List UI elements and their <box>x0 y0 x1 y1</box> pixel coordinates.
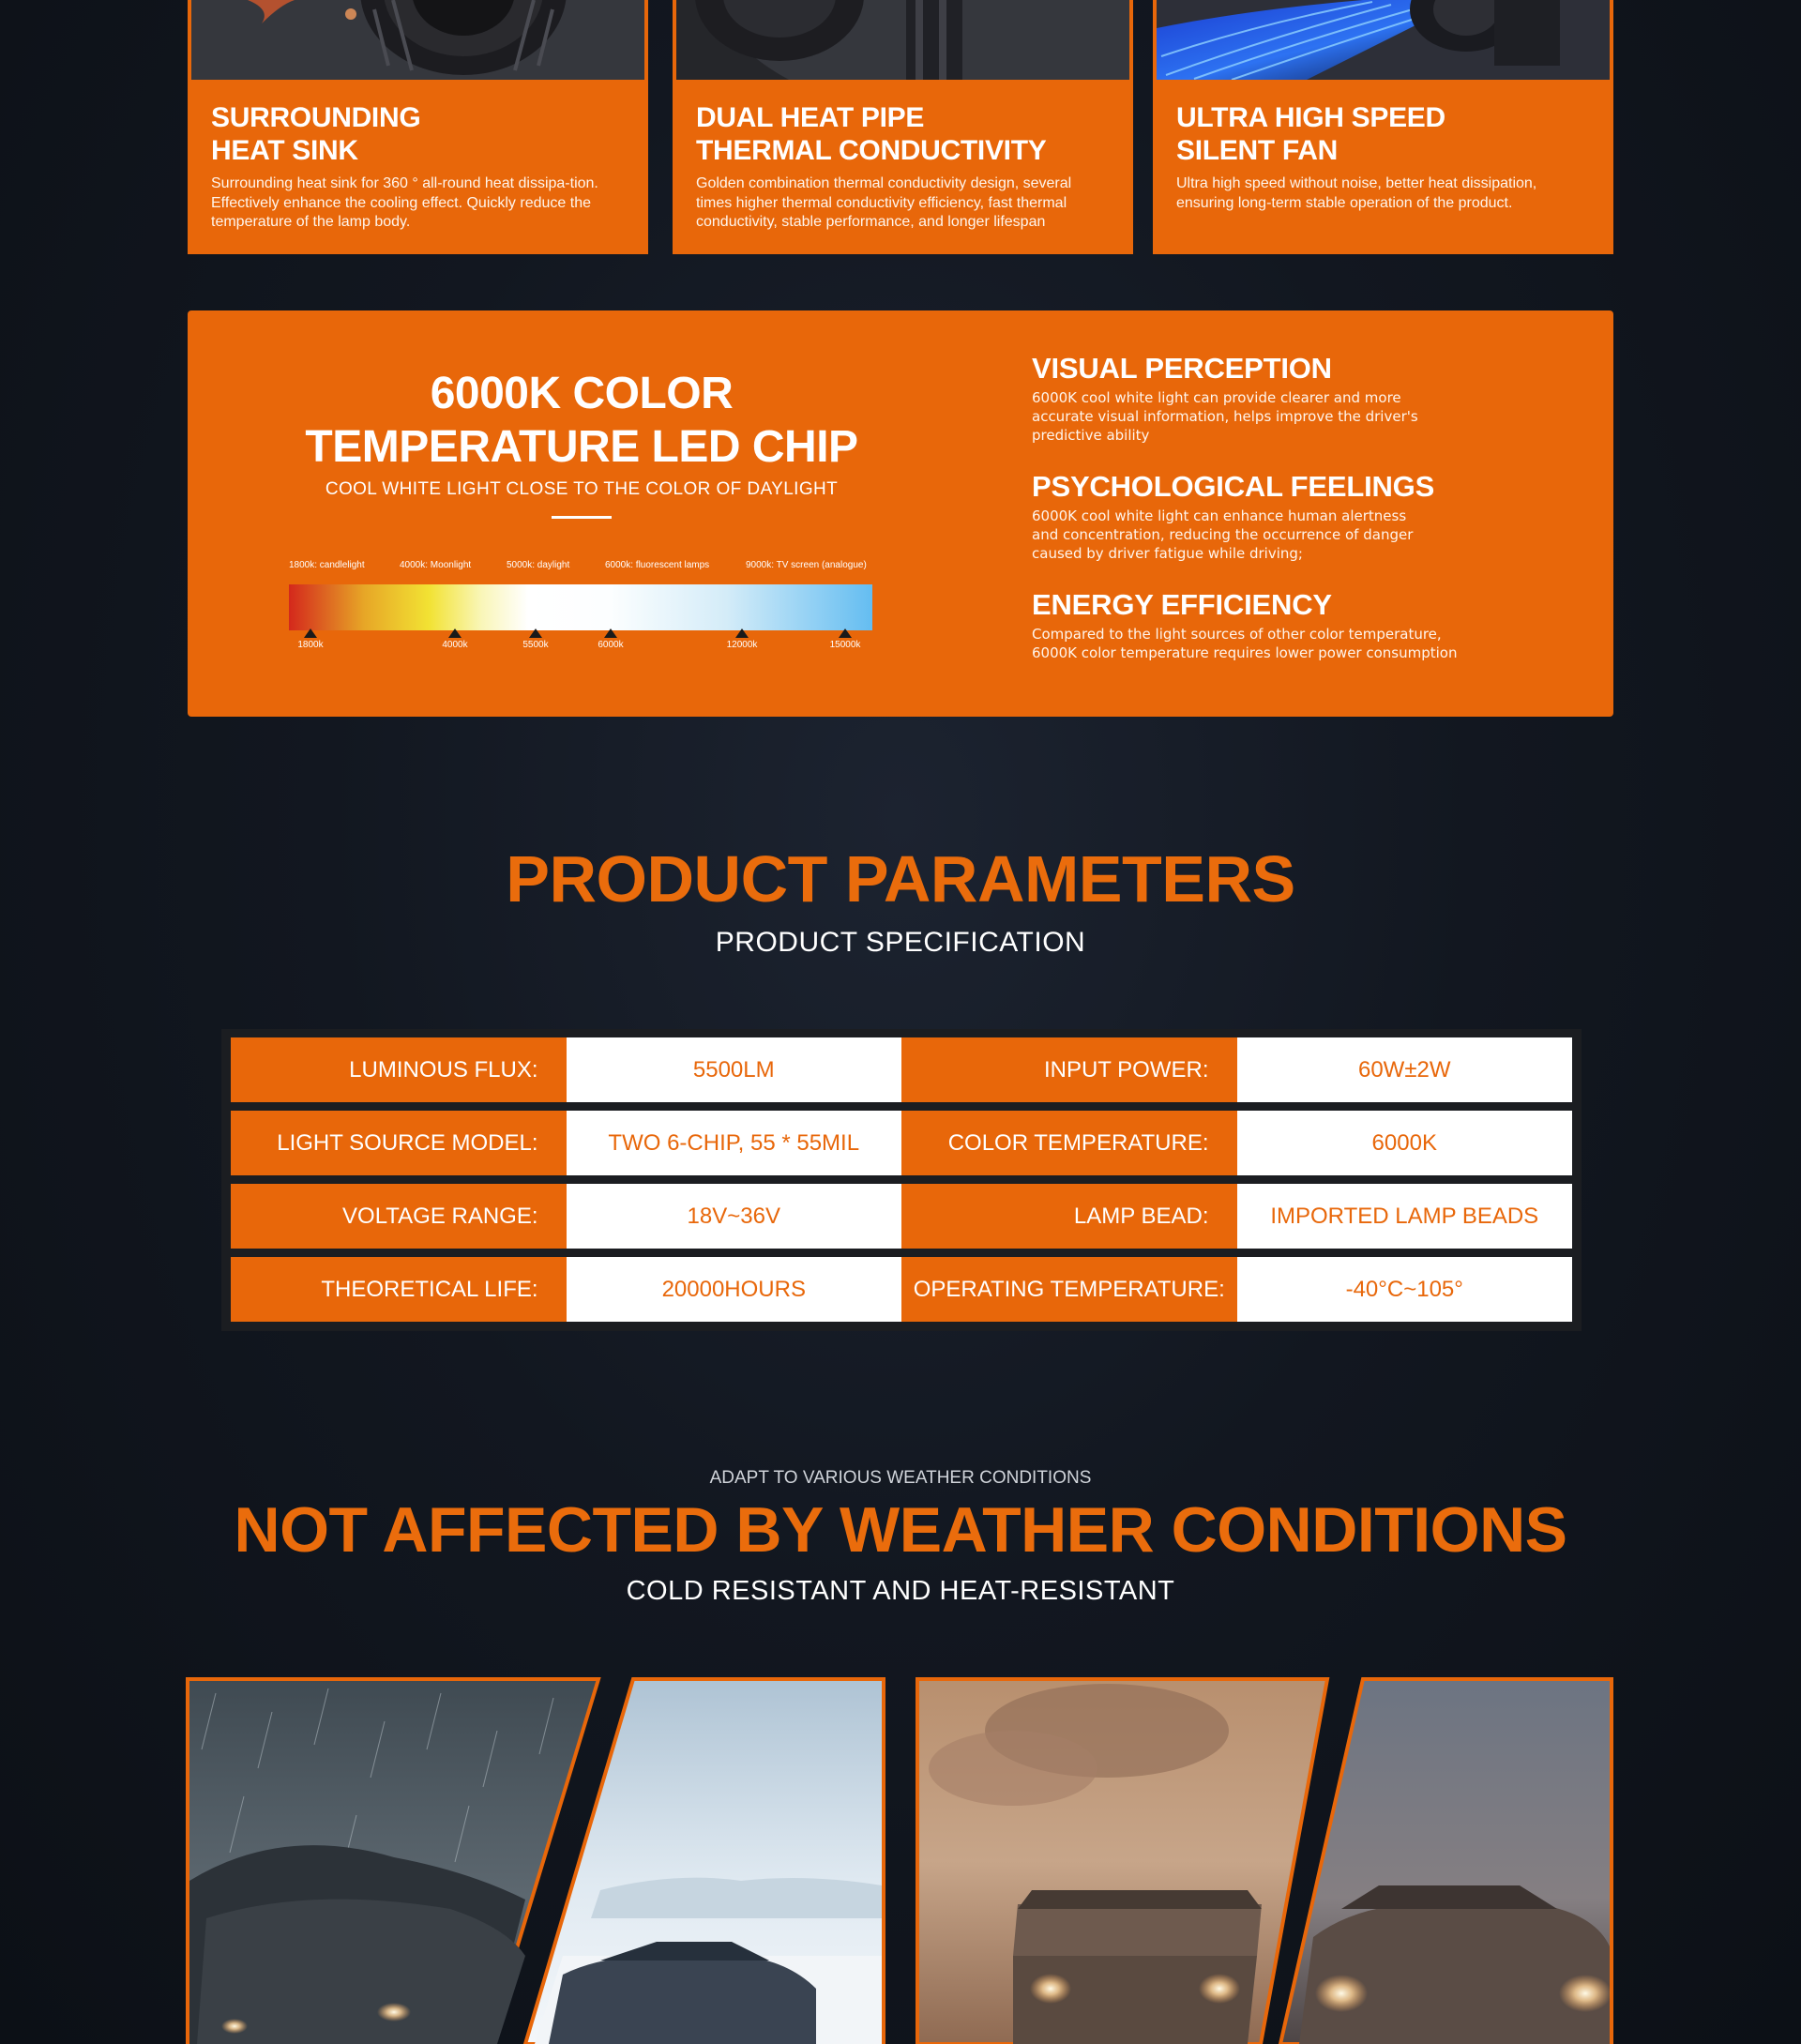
feature-title: SURROUNDING HEAT SINK <box>211 102 421 166</box>
weather-kicker: ADAPT TO VARIOUS WEATHER CONDITIONS <box>709 1468 1092 1488</box>
tick-label: 5500k <box>522 640 549 650</box>
feature-card-heat-pipe <box>673 0 1133 254</box>
scale-tick <box>282 628 339 651</box>
title-divider <box>552 516 612 519</box>
color-temperature-gradient-bar <box>289 584 872 630</box>
product-parameters-subtitle: PRODUCT SPECIFICATION <box>715 927 1086 958</box>
benefit-description: 6000K cool white light can provide clearer and more accurate visual information, helps improve the driver's predictive ability <box>1032 389 1418 444</box>
spec-value: 5500LM <box>567 1037 901 1102</box>
color-scale-ticks <box>289 628 872 657</box>
feature-card-heat-sink <box>188 0 648 254</box>
color-temperature-title: 6000K COLOR TEMPERATURE LED CHIP <box>305 369 858 472</box>
scale-tick <box>583 628 639 651</box>
spec-value: -40°C~105° <box>1237 1257 1572 1322</box>
weather-heading: NOT AFFECTED BY WEATHER CONDITIONS <box>234 1494 1567 1566</box>
table-row <box>231 1111 1572 1175</box>
spec-label: THEORETICAL LIFE: <box>231 1257 567 1322</box>
scale-label: 9000k: TV screen (analogue) <box>746 560 867 570</box>
feature-description: Ultra high speed without noise, better heat dissipation, ensuring long-term stable operation of the product. <box>1176 175 1537 211</box>
spec-value: IMPORTED LAMP BEADS <box>1237 1184 1572 1249</box>
tick-label: 12000k <box>726 640 758 650</box>
tick-label: 15000k <box>829 640 861 650</box>
spec-label: LUMINOUS FLUX: <box>231 1037 567 1102</box>
scale-tick <box>817 628 873 651</box>
benefit-description: Compared to the light sources of other color temperature, 6000K color temperature requires lower power consumption <box>1032 626 1458 661</box>
benefit-psychological-feelings <box>1032 470 1557 563</box>
feature-title: DUAL HEAT PIPE THERMAL CONDUCTIVITY <box>696 102 1047 166</box>
spec-value: 20000HOURS <box>567 1257 901 1322</box>
scale-tick <box>427 628 483 651</box>
heat-pipe-product-photo <box>676 0 1129 80</box>
tick-label: 1800k <box>297 640 324 650</box>
dust-car-photo <box>917 1679 1327 2044</box>
scale-tick <box>507 628 564 651</box>
spec-label: OPERATING TEMPERATURE: <box>901 1257 1236 1322</box>
tick-marker-icon <box>735 628 749 638</box>
spec-value: TWO 6-CHIP, 55 * 55MIL <box>567 1111 901 1175</box>
feature-description: Surrounding heat sink for 360 ° all-round heat dissipa-tion. Effectively enhance the cooling effect. Quickly reduce the temperature of the lamp body. <box>211 175 598 230</box>
spec-label: COLOR TEMPERATURE: <box>901 1111 1237 1175</box>
tick-label: 4000k <box>442 640 468 650</box>
weather-photo-collage <box>0 1674 1801 2044</box>
scale-label: 1800k: candlelight <box>289 560 365 570</box>
table-row <box>231 1257 1572 1322</box>
tick-label: 6000k <box>598 640 624 650</box>
spec-label: LAMP BEAD: <box>901 1184 1237 1249</box>
scale-label: 4000k: Moonlight <box>400 560 472 570</box>
spec-label: VOLTAGE RANGE: <box>231 1184 567 1249</box>
color-temperature-subtitle: COOL WHITE LIGHT CLOSE TO THE COLOR OF DAYLIGHT <box>325 479 839 499</box>
feature-description: Golden combination thermal conductivity design, several times higher thermal conductivity efficiency, fast thermal conductivity, stable performance, and longer lifespan <box>696 175 1072 230</box>
heat-sink-product-photo <box>191 0 644 80</box>
table-row <box>231 1184 1572 1249</box>
color-temperature-panel <box>188 310 1613 717</box>
spec-value: 18V~36V <box>567 1184 901 1249</box>
tick-marker-icon <box>304 628 317 638</box>
table-row <box>231 1037 1572 1102</box>
fan-product-photo <box>1157 0 1610 80</box>
scale-label: 5000k: daylight <box>507 560 570 570</box>
benefit-title: VISUAL PERCEPTION <box>1032 352 1332 385</box>
specification-table <box>221 1029 1582 1331</box>
color-scale-labels <box>289 560 872 575</box>
tick-marker-icon <box>604 628 617 638</box>
rain-car-photo <box>188 1679 598 2044</box>
benefit-title: ENERGY EFFICIENCY <box>1032 588 1332 621</box>
benefit-description: 6000K cool white light can enhance human alertness and concentration, reducing the occurrence of danger caused by driver fatigue while driving; <box>1032 507 1414 562</box>
scale-label: 6000k: fluorescent lamps <box>605 560 710 570</box>
benefit-title: PSYCHOLOGICAL FEELINGS <box>1032 470 1435 503</box>
tick-marker-icon <box>529 628 542 638</box>
tick-marker-icon <box>448 628 462 638</box>
benefit-visual-perception <box>1032 352 1557 445</box>
spec-value: 60W±2W <box>1237 1037 1572 1102</box>
scale-tick <box>714 628 770 651</box>
tick-marker-icon <box>839 628 852 638</box>
fog-car-photo <box>1280 1679 1612 2044</box>
weather-subtitle: COLD RESISTANT AND HEAT-RESISTANT <box>626 1576 1175 1606</box>
spec-value: 6000K <box>1237 1111 1572 1175</box>
feature-title: ULTRA HIGH SPEED SILENT FAN <box>1176 102 1445 166</box>
spec-label: LIGHT SOURCE MODEL: <box>231 1111 567 1175</box>
feature-card-silent-fan <box>1153 0 1613 254</box>
spec-label: INPUT POWER: <box>901 1037 1237 1102</box>
benefit-energy-efficiency <box>1032 588 1557 662</box>
product-parameters-heading: PRODUCT PARAMETERS <box>506 842 1295 916</box>
